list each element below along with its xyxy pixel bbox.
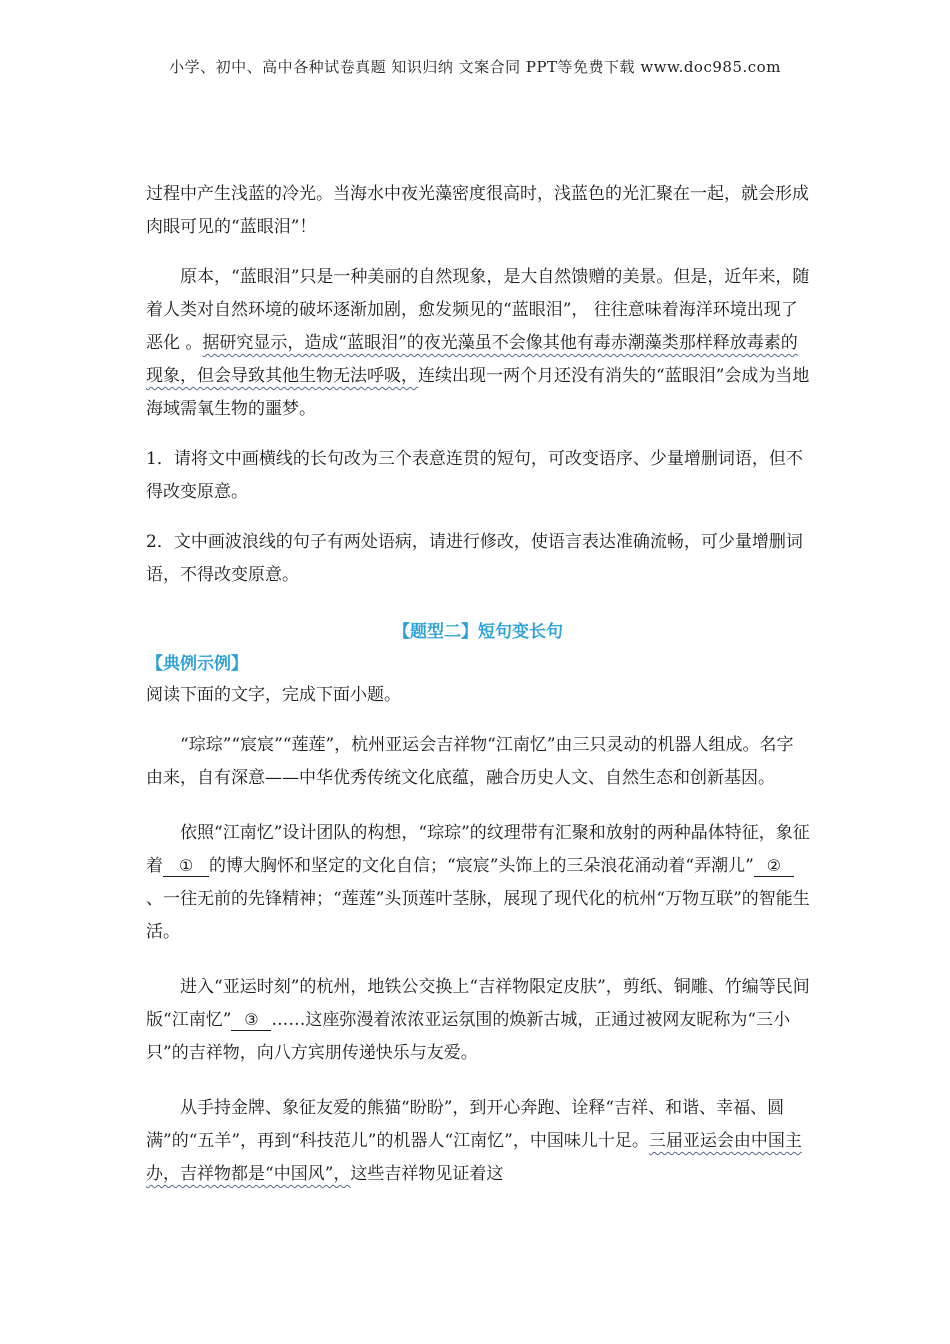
example-label: 【典例示例】 xyxy=(146,654,248,674)
instruction: 阅读下面的文字，完成下面小题。 xyxy=(146,685,401,705)
paragraph-6 xyxy=(146,1092,810,1191)
paragraph-2 xyxy=(146,261,810,426)
paragraph-3: “琮琮”“宸宸”“莲莲”，杭州亚运会吉祥物“江南忆”由三只灵动的机器人组成。名字由来，自有深意——中华优秀传统文化底蕴，融合历史人文、自然生态和创新基因。 xyxy=(146,735,794,788)
section-title: 【题型二】短句变长句 xyxy=(393,622,563,642)
question-2: 2．文中画波浪线的句子有两处语病，请进行修改，使语言表达准确流畅，可少量增删词语，不得改变原意。 xyxy=(146,532,803,585)
paragraph-6-tail: 这些吉祥物见证着这 xyxy=(350,1164,504,1184)
wavy-underlined-sentence: 据研究显示，造成“蓝眼泪”的夜光藻虽不会像其他有毒赤潮藻类那样释放毒素的现象，但会导致其他生物无法呼吸， xyxy=(146,333,798,386)
paragraph-4-part-c: 、一往无前的先锋精神；“莲莲”头顶莲叶茎脉，展现了现代化的杭州“万物互联”的智能生活。 xyxy=(146,889,810,942)
paragraph-5 xyxy=(146,971,810,1070)
page-header: 小学、初中、高中各种试卷真题 知识归纳 文案合同 PPT等免费下载 www.doc985.com xyxy=(169,58,781,76)
paragraph-5-part-a: 进入“亚运时刻”的杭州，地铁公交换上“吉祥物限定皮肤”，剪纸、铜雕、竹编等民间版“江南忆” xyxy=(146,977,810,1030)
blank-3: ③ xyxy=(231,1010,271,1031)
blank-2: ② xyxy=(754,856,794,877)
paragraph-4-part-b: 的博大胸怀和坚定的文化自信；“宸宸”头饰上的三朵浪花涌动着“弄潮儿” xyxy=(209,856,754,876)
wavy-underlined-sentence-2: 三届亚运会由中国主办，吉祥物都是“中国风”， xyxy=(146,1131,802,1184)
paragraph-2-text: 原本，“蓝眼泪”只是一种美丽的自然现象，是大自然馈赠的美景。但是，近年来，随着人类对自然环境的破坏逐渐加剧，愈发频见的“蓝眼泪”， 往往意味着海洋环境出现了恶化 。 xyxy=(146,267,810,353)
paragraph-4-part-a: 依照“江南忆”设计团队的构想，“琮琮”的纹理带有汇聚和放射的两种晶体特征，象征着 xyxy=(146,823,810,876)
paragraph-2-tail: 连续出现一两个月还没有消失的“蓝眼泪”会成为当地海域需氧生物的噩梦。 xyxy=(146,366,810,419)
document-body xyxy=(146,178,810,1191)
question-1: 1．请将文中画横线的长句改为三个表意连贯的短句，可改变语序、少量增删词语，但不得改变原意。 xyxy=(146,449,803,502)
blank-1: ① xyxy=(163,856,209,877)
paragraph-5-part-b: ……这座弥漫着浓浓亚运氛围的焕新古城，正通过被网友昵称为“三小只”的吉祥物，向八方宾朋传递快乐与友爱。 xyxy=(146,1010,791,1063)
paragraph-6-text: 从手持金牌、象征友爱的熊猫“盼盼”，到开心奔跑、诠释“吉祥、和谐、幸福、圆满”的“五羊”，再到“科技范儿”的机器人“江南忆”，中国味儿十足。 xyxy=(146,1098,785,1151)
paragraph-1: 过程中产生浅蓝的冷光。当海水中夜光藻密度很高时，浅蓝色的光汇聚在一起，就会形成肉眼可见的“蓝眼泪”！ xyxy=(146,184,809,237)
paragraph-4 xyxy=(146,817,810,949)
